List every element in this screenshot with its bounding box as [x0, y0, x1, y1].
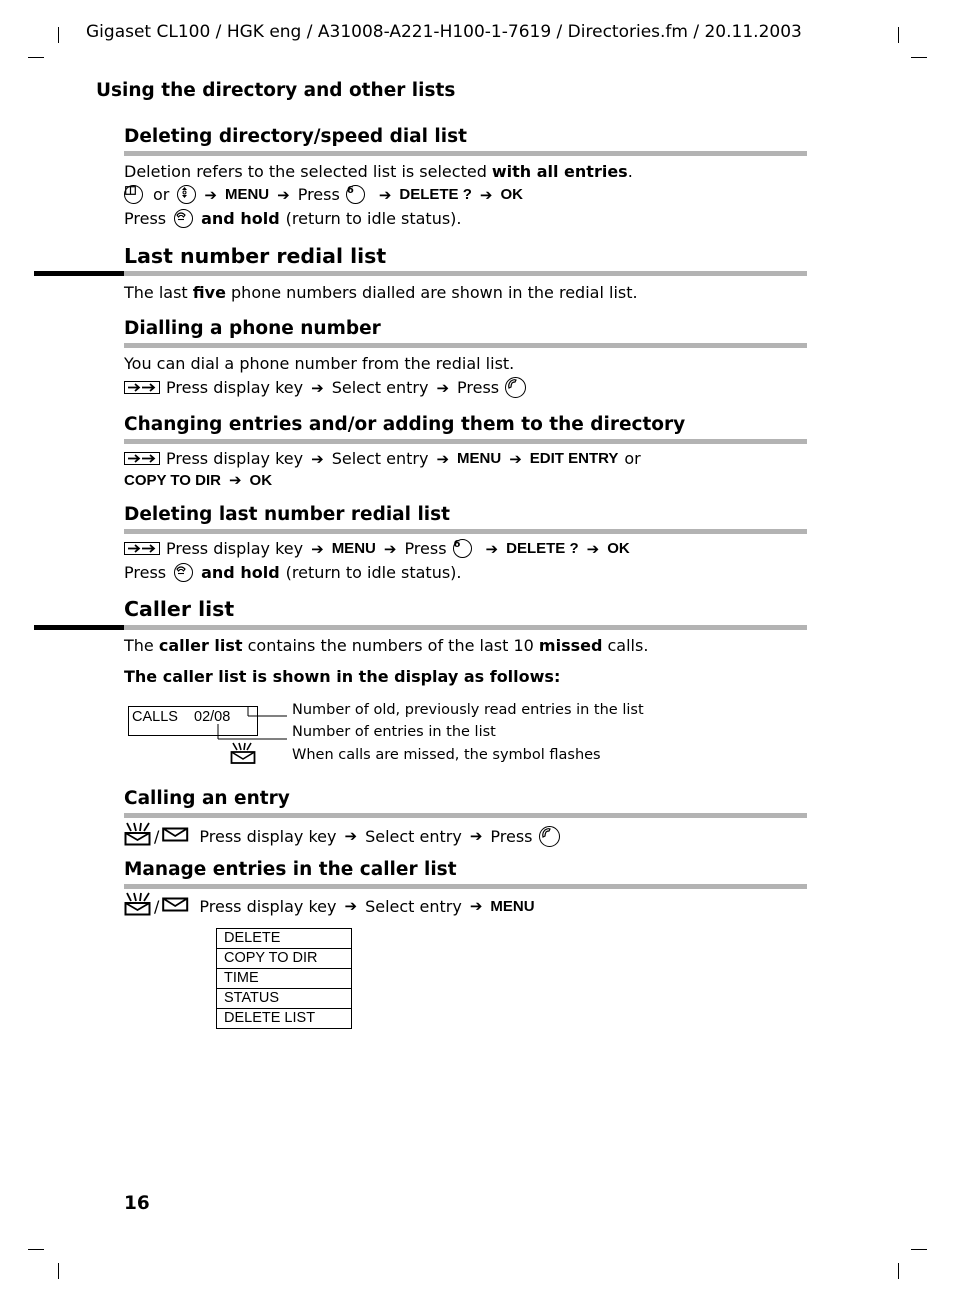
text: (return to idle status). — [285, 209, 462, 228]
text: Deletion refers to the selected list is selected — [124, 162, 487, 181]
ok-label: OK — [249, 471, 273, 489]
envelope-icon — [162, 827, 189, 846]
text: Press display key — [166, 539, 304, 558]
edit-entry-label: EDIT ENTRY — [529, 450, 619, 467]
crop-mark — [898, 1263, 899, 1279]
heading-delete-directory: Deleting directory/speed dial list — [124, 126, 467, 147]
menu-item-delete: DELETE — [217, 929, 352, 949]
page-number: 16 — [124, 1193, 150, 1214]
text: Press — [297, 185, 340, 204]
right-arrow-icon: ➔ — [436, 378, 450, 397]
text: Press — [124, 209, 167, 228]
text: (return to idle status). — [285, 563, 462, 582]
text: Press display key — [199, 826, 337, 846]
right-arrow-icon: ➔ — [479, 185, 493, 204]
text: Select entry — [365, 896, 462, 916]
text: calls. — [602, 636, 649, 655]
missed-calls-icon — [124, 822, 154, 850]
missed-calls-icon — [230, 742, 257, 769]
delete-label: DELETE ? — [399, 186, 472, 203]
menu-label: MENU — [224, 186, 270, 203]
text-bold: caller list — [158, 636, 243, 655]
heading-manage-entries: Manage entries in the caller list — [124, 859, 457, 880]
menu-item-delete-list: DELETE LIST — [217, 1009, 352, 1029]
text: Press — [457, 378, 500, 397]
ok-label: OK — [607, 540, 630, 557]
text: / — [154, 826, 160, 846]
right-arrow-icon: ➔ — [344, 897, 358, 915]
annotation-old-entries: Number of old, previously read entries in the list — [292, 702, 644, 718]
text: / — [154, 896, 160, 916]
text: The last — [124, 283, 193, 302]
annotation-symbol-flashes: When calls are missed, the symbol flashes — [292, 747, 601, 763]
heading-caller-list: Caller list — [124, 597, 235, 621]
text-bold: with all entries — [491, 162, 628, 181]
crop-mark — [58, 1263, 59, 1279]
text: Press display key — [166, 378, 304, 397]
envelope-icon — [162, 897, 189, 916]
heading-calling-entry: Calling an entry — [124, 788, 290, 809]
right-arrow-icon: ➔ — [436, 449, 450, 468]
caller-list-menu — [216, 928, 352, 1029]
text: or — [153, 185, 170, 204]
caller-display-note: The caller list is shown in the display as follows: — [124, 667, 561, 686]
text: or — [624, 449, 641, 468]
right-arrow-icon: ➔ — [311, 539, 324, 558]
right-arrow-icon: ➔ — [485, 539, 499, 558]
text-bold: and hold — [201, 209, 280, 228]
delete-label: DELETE ? — [506, 540, 579, 557]
text: Press — [404, 539, 447, 558]
menu-label: MENU — [457, 450, 502, 467]
heading-redial-list: Last number redial list — [124, 244, 387, 268]
right-arrow-icon: ➔ — [311, 378, 324, 397]
heading-rule — [124, 884, 807, 889]
manage-line-1 — [124, 892, 535, 920]
text: Select entry — [331, 378, 429, 397]
talk-key-icon — [539, 826, 560, 847]
missed-calls-icon — [124, 892, 154, 920]
right-arrow-icon: ➔ — [378, 185, 392, 204]
text: contains the numbers of the last 10 — [242, 636, 539, 655]
menu-label: MENU — [490, 897, 535, 915]
right-arrow-icon: ➔ — [311, 449, 324, 468]
key-6-icon: 6 — [453, 539, 472, 558]
section-title: Using the directory and other lists — [96, 80, 456, 101]
text: Press — [490, 826, 533, 846]
display-count-text: 02/08 — [194, 709, 231, 725]
text: . — [627, 162, 633, 181]
heading-rule — [124, 813, 807, 818]
menu-item-status: STATUS — [217, 989, 352, 1009]
text-bold: and hold — [201, 563, 280, 582]
text: Press display key — [166, 449, 304, 468]
text: Select entry — [365, 826, 462, 846]
heading-delete-redial: Deleting last number redial list — [124, 504, 450, 525]
calling-line-1 — [124, 822, 560, 850]
running-header: Gigaset CL100 / HGK eng / A31008-A221-H100-1-7619 / Directories.fm / 20.11.2003 — [86, 22, 802, 42]
right-arrow-icon: ➔ — [586, 539, 600, 558]
right-arrow-icon: ➔ — [509, 449, 522, 468]
copy-to-dir-label: COPY TO DIR — [124, 471, 221, 489]
right-arrow-icon: ➔ — [469, 827, 483, 845]
crop-mark — [911, 1249, 927, 1250]
menu-label: MENU — [331, 540, 376, 557]
crop-mark — [28, 1249, 44, 1250]
text-bold: five — [192, 283, 226, 302]
right-arrow-icon: ➔ — [469, 897, 483, 915]
menu-item-copy-to-dir: COPY TO DIR — [217, 949, 352, 969]
text-bold: missed — [538, 636, 603, 655]
annotation-entry-count: Number of entries in the list — [292, 724, 496, 740]
text: Select entry — [331, 449, 429, 468]
heading-dialling: Dialling a phone number — [124, 318, 381, 339]
right-arrow-icon: ➔ — [344, 827, 358, 845]
ok-label: OK — [500, 186, 523, 203]
text: phone numbers dialled are shown in the redial list. — [225, 283, 638, 302]
dialling-line-1: You can dial a phone number from the redial list. — [124, 354, 515, 373]
display-calls-text: CALLS — [132, 709, 178, 725]
right-arrow-icon: ➔ — [204, 185, 217, 204]
menu-item-time: TIME — [217, 969, 352, 989]
key-6-icon: 6 — [346, 185, 365, 204]
right-arrow-icon: ➔ — [383, 539, 397, 558]
right-arrow-icon: ➔ — [277, 185, 290, 204]
text: Press — [124, 563, 167, 582]
heading-changing-entries: Changing entries and/or adding them to the directory — [124, 414, 686, 435]
text: The — [124, 636, 159, 655]
text: Press display key — [199, 896, 337, 916]
right-arrow-icon: ➔ — [228, 471, 242, 489]
